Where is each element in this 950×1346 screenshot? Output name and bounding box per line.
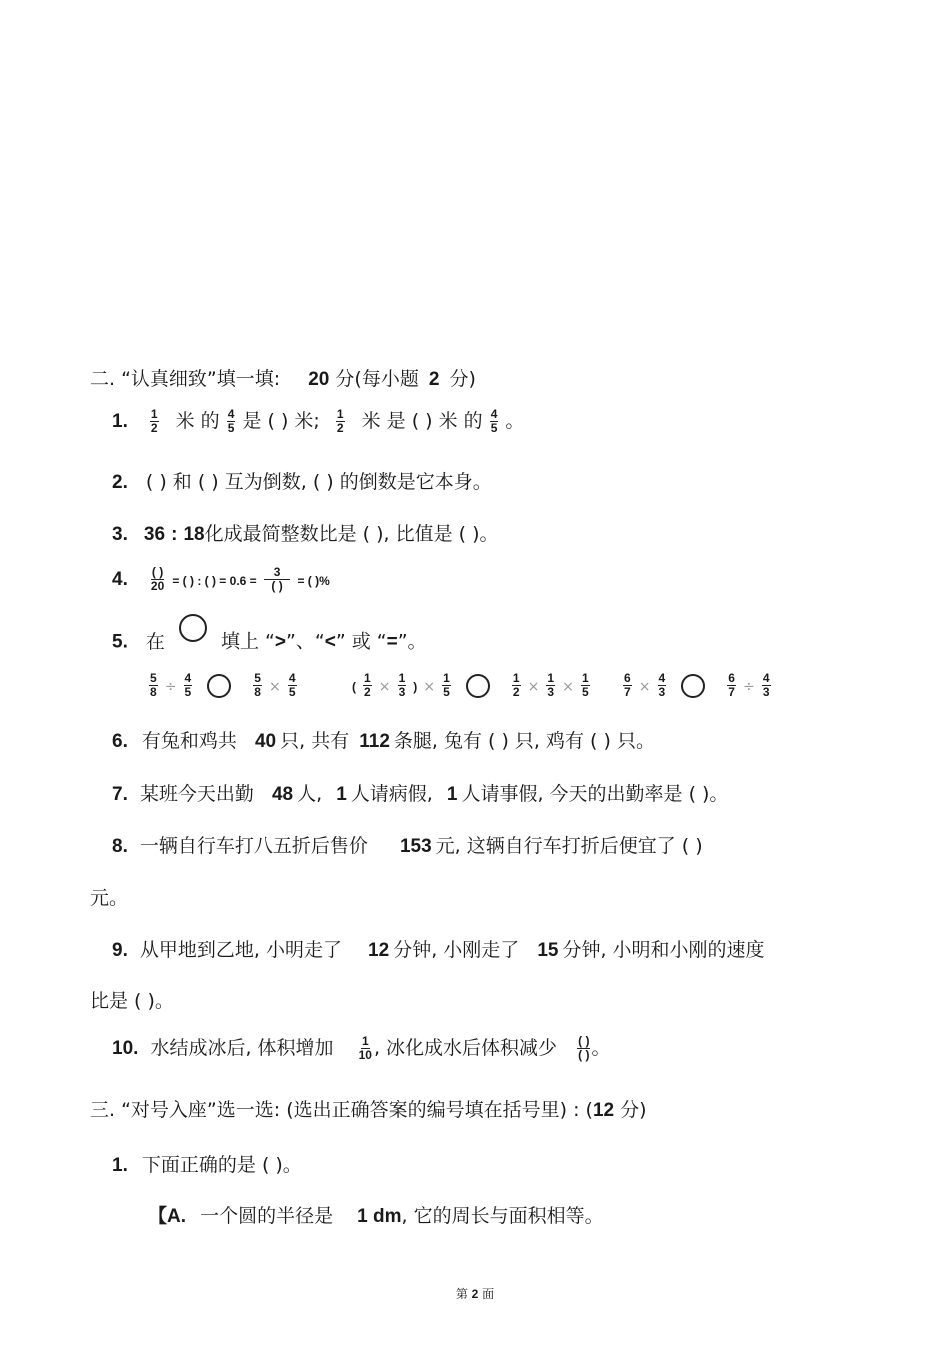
question-text: 人, (297, 783, 323, 805)
section-title-text: 二. “认真细致”填一填: (90, 368, 281, 390)
question-text: 化成最简整数比是 ( ), 比值是 ( )。 (204, 523, 499, 545)
circle-icon (681, 674, 705, 698)
question-text: 条腿, 兔有 ( ) 只, 鸡有 ( ) 只。 (393, 730, 655, 752)
number: 112 (359, 731, 390, 752)
question-text: ”、“ (286, 630, 325, 653)
number: 1 (336, 784, 347, 805)
section-title-text: 三. “对号入座”选一选: (选出正确答案的编号填在括号里) : ( (90, 1099, 593, 1121)
fraction: $\frac{4}{5}$ (288, 671, 296, 699)
question-number: 1. (112, 411, 128, 432)
equation-text: = ( ) : ( ) = 0.6 = (172, 574, 257, 588)
circle-icon (179, 614, 207, 642)
number: 48 (271, 784, 294, 805)
fraction: $\frac{6}{7}$ (624, 671, 631, 699)
question-text: 人请事假, 今天的出勤率是 ( )。 (461, 783, 729, 805)
section-title-text: 分) (449, 368, 476, 390)
number: 15 (537, 940, 559, 961)
colon: : (171, 524, 178, 545)
question-2 (112, 469, 492, 496)
parenthesis: ( (352, 680, 356, 694)
question-number: 7. (112, 784, 128, 805)
question-text: 某班今天出勤 (139, 783, 254, 805)
operator: × (638, 679, 651, 695)
fraction: $\frac{1}{2}$ (364, 671, 371, 699)
question-text: 分钟, 小明和小刚的速度 (562, 939, 765, 961)
question-text: 人请病假, (350, 783, 433, 805)
fraction: $\frac{4}{5}$ (184, 671, 192, 699)
fraction: $\frac{5}{8}$ (254, 671, 261, 699)
question-5 (112, 628, 427, 656)
operator: × (378, 679, 391, 695)
question-text: , 冰化成水后体积减少 (373, 1037, 558, 1059)
question-8-continuation (90, 885, 128, 911)
question-text: 分钟, 小刚走了 (393, 939, 520, 961)
question-9-continuation (90, 988, 174, 1014)
option-text: , 它的周长与面积相等。 (401, 1205, 604, 1227)
question-text: 填上 “ (221, 630, 275, 653)
question-10 (112, 1035, 610, 1062)
symbol: < (324, 631, 336, 653)
fraction: $\frac{1}{2}$ (336, 407, 344, 435)
question-number: 6. (112, 731, 128, 752)
question-text: 一辆自行车打八五折后售价 (139, 835, 368, 857)
operator: ÷ (743, 679, 755, 695)
operator: ÷ (164, 679, 177, 695)
fraction: $\frac{( )}{20}$ (150, 565, 165, 593)
question-number: 8. (112, 836, 128, 857)
symbol: > (274, 631, 287, 653)
question-9 (112, 937, 765, 964)
question-number: 1. (112, 1155, 128, 1176)
section-3-question-1 (112, 1152, 302, 1179)
question-number: 9. (112, 940, 128, 961)
number: 153 (399, 836, 432, 857)
symbol: = (386, 631, 398, 653)
operator: × (269, 679, 281, 695)
question-text: 从甲地到乙地, 小明走了 (139, 939, 342, 961)
page-number: 2 (471, 1287, 479, 1301)
question-8 (112, 833, 703, 860)
section-3-title (90, 1097, 647, 1124)
question-text: 在 (145, 630, 165, 653)
question-4 (112, 566, 330, 594)
operator: × (562, 679, 574, 695)
question-text: ” 或 “ (335, 630, 387, 653)
fraction: $\frac{5}{8}$ (150, 671, 157, 699)
question-1 (112, 408, 524, 435)
question-number: 2. (112, 472, 128, 493)
page-footer (0, 1285, 950, 1302)
section-title-text: 分(每小题 (335, 368, 419, 390)
option-a (148, 1203, 604, 1230)
operator: × (423, 679, 436, 695)
footer-text: 面 (482, 1287, 495, 1301)
fraction: $\frac{1}{2}$ (512, 671, 520, 699)
fraction: $\frac{1}{3}$ (547, 671, 555, 699)
question-text: 米 的 (175, 410, 220, 432)
section-2-title (90, 366, 476, 393)
option-text: 一个圆的半径是 (200, 1205, 334, 1227)
circle-icon (466, 674, 490, 698)
fraction: $\frac{1}{5}$ (443, 671, 450, 699)
question-7 (112, 781, 728, 808)
question-text: 米 是 ( ) 米 的 (361, 410, 483, 432)
number: 1 (446, 784, 458, 805)
fraction: $\frac{3}{( )}$ (264, 566, 291, 593)
question-text: 。 (591, 1037, 611, 1059)
fraction: $\frac{1}{5}$ (581, 671, 589, 699)
question-text: 只, 共有 (280, 730, 350, 752)
number: 12 (368, 940, 390, 961)
question-3 (112, 521, 499, 548)
question-text: 比是 ( )。 (90, 990, 174, 1012)
fraction: $\frac{4}{5}$ (227, 407, 235, 435)
question-number: 5. (112, 631, 128, 653)
question-number: 4. (112, 569, 128, 590)
question-text: ( ) 和 ( ) 互为倒数, ( ) 的倒数是它本身。 (145, 471, 492, 493)
question-text: 有兔和鸡共 (141, 730, 237, 752)
footer-text: 第 (455, 1287, 468, 1301)
number: 18 (183, 524, 205, 545)
section-score: 20 (308, 369, 330, 390)
number: 1 dm (357, 1206, 402, 1227)
circle-icon (207, 674, 231, 698)
section-title-text: 分) (620, 1099, 647, 1121)
fraction: $\frac{( )}{( )}$ (578, 1034, 590, 1062)
option-label: 【A. (148, 1206, 187, 1227)
section-score: 12 (592, 1100, 615, 1121)
equation-text: = ( )% (297, 574, 330, 588)
question-number: 10. (112, 1038, 139, 1059)
number: 36 (143, 524, 166, 545)
number: 40 (254, 731, 277, 752)
question-text: 水结成冰后, 体积增加 (150, 1037, 334, 1059)
question-text: 。 (505, 410, 525, 432)
fraction: $\frac{4}{3}$ (762, 671, 770, 699)
comparison-1 (148, 672, 298, 700)
fraction: $\frac{1}{3}$ (398, 671, 406, 699)
fraction: $\frac{6}{7}$ (728, 671, 735, 699)
comparison-3 (622, 672, 772, 700)
fraction: $\frac{1}{10}$ (358, 1034, 372, 1062)
question-text: 元。 (90, 887, 129, 909)
question-text: 下面正确的是 ( )。 (141, 1154, 302, 1176)
question-number: 3. (112, 524, 128, 545)
parenthesis: ) (413, 680, 418, 694)
section-each-score: 2 (428, 369, 440, 390)
fraction: $\frac{4}{3}$ (658, 671, 666, 699)
question-6 (112, 728, 655, 755)
question-text: 是 ( ) 米; (242, 410, 320, 432)
fraction: $\frac{4}{5}$ (490, 407, 498, 435)
comparison-2 (352, 672, 591, 700)
fraction: $\frac{1}{2}$ (150, 407, 158, 435)
question-text: ”。 (397, 630, 427, 653)
operator: × (527, 679, 540, 695)
question-text: 元, 这辆自行车打折后便宜了 ( ) (435, 835, 703, 857)
